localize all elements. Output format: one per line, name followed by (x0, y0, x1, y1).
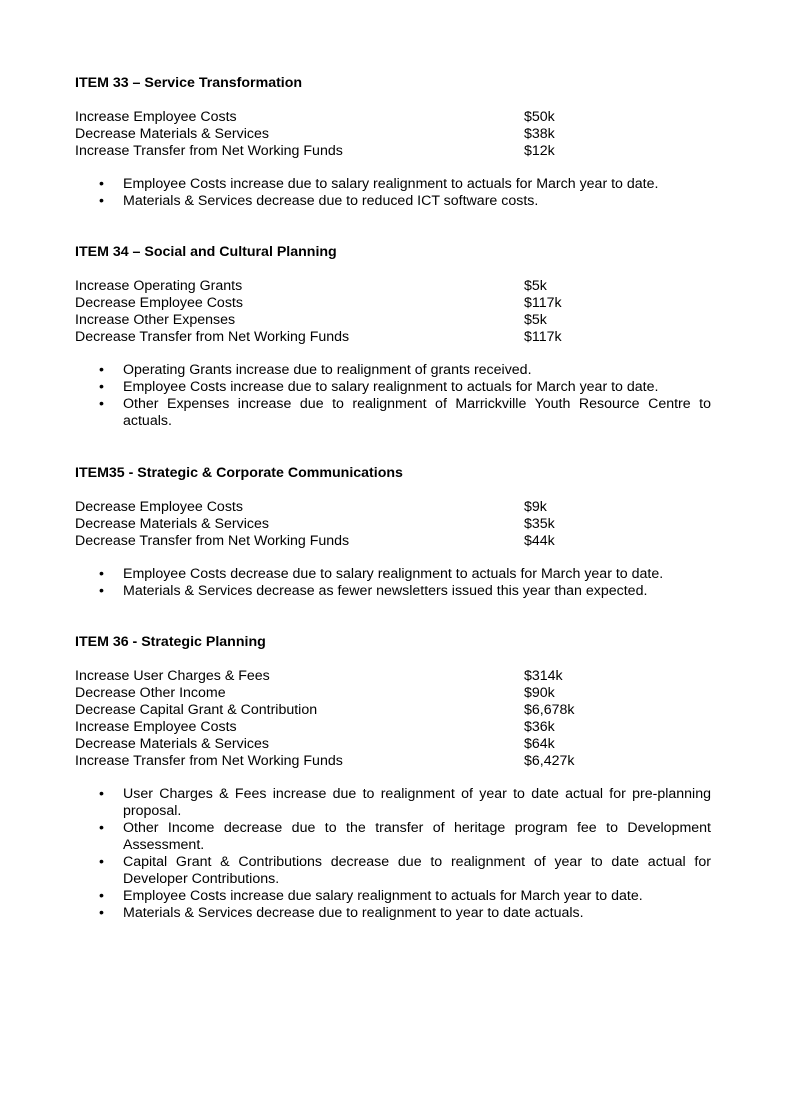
note-item (75, 176, 711, 193)
note-text: Employee Costs increase due to salary realignment to actuals for March year to date. (123, 379, 659, 395)
line-item (75, 702, 711, 719)
line-item (75, 516, 711, 533)
line-amount: $35k (524, 516, 555, 532)
section-item-36 (75, 634, 711, 922)
section-item-34 (75, 244, 711, 430)
note-item (75, 583, 711, 600)
section-heading: ITEM 33 – Service Transformation (75, 75, 303, 91)
line-item (75, 719, 711, 736)
section-heading: ITEM 34 – Social and Cultural Planning (75, 244, 337, 260)
line-amount: $44k (524, 533, 555, 549)
line-item (75, 736, 711, 753)
line-description: Decrease Capital Grant & Contribution (75, 702, 318, 718)
note-text: User Charges & Fees increase due to realignment of year to date actual for pre-planning proposal. (123, 786, 711, 819)
bullet-icon: • (99, 566, 104, 582)
section-item-35 (75, 465, 711, 600)
line-amount: $90k (524, 685, 555, 701)
note-item (75, 905, 711, 922)
line-amount: $38k (524, 126, 555, 142)
line-description: Increase Transfer from Net Working Funds (75, 143, 343, 159)
line-description: Decrease Materials & Services (75, 736, 269, 752)
section-item-33 (75, 75, 711, 210)
line-description: Decrease Transfer from Net Working Funds (75, 329, 350, 345)
line-description: Decrease Materials & Services (75, 126, 269, 142)
note-item (75, 854, 711, 888)
line-description: Increase User Charges & Fees (75, 668, 270, 684)
bullet-icon: • (99, 379, 104, 395)
line-item (75, 329, 711, 346)
line-item (75, 126, 711, 143)
note-text: Employee Costs decrease due to salary realignment to actuals for March year to date. (123, 566, 664, 582)
section-heading: ITEM35 - Strategic & Corporate Communications (75, 465, 403, 481)
note-item (75, 396, 711, 430)
line-amount: $6,678k (524, 702, 575, 718)
bullet-icon: • (99, 193, 104, 209)
note-text: Operating Grants increase due to realignment of grants received. (123, 362, 532, 378)
note-item (75, 888, 711, 905)
bullet-icon: • (99, 786, 104, 802)
note-item (75, 786, 711, 820)
notes-list (75, 786, 711, 922)
note-item (75, 566, 711, 583)
line-description: Decrease Materials & Services (75, 516, 269, 532)
line-item (75, 499, 711, 516)
line-item (75, 295, 711, 312)
note-text: Employee Costs increase due salary realignment to actuals for March year to date. (123, 888, 643, 904)
line-amount: $117k (524, 329, 562, 345)
note-item (75, 379, 711, 396)
line-item (75, 685, 711, 702)
bullet-icon: • (99, 820, 104, 836)
line-item (75, 143, 711, 160)
line-item (75, 312, 711, 329)
line-items (75, 499, 711, 550)
note-text: Capital Grant & Contributions decrease due to realignment of year to date actual for Developer Contributions. (123, 854, 711, 887)
line-description: Increase Transfer from Net Working Funds (75, 753, 343, 769)
note-text: Other Expenses increase due to realignment of Marrickville Youth Resource Centre to actuals. (123, 396, 711, 429)
line-amount: $5k (524, 278, 547, 294)
line-amount: $12k (524, 143, 555, 159)
line-item (75, 109, 711, 126)
line-description: Decrease Transfer from Net Working Funds (75, 533, 350, 549)
notes-list (75, 566, 711, 600)
line-amount: $36k (524, 719, 555, 735)
line-description: Increase Employee Costs (75, 719, 237, 735)
note-item (75, 193, 711, 210)
bullet-icon: • (99, 176, 104, 192)
note-text: Materials & Services decrease due to reduced ICT software costs. (123, 193, 539, 209)
bullet-icon: • (99, 905, 104, 921)
notes-list (75, 362, 711, 430)
notes-list (75, 176, 711, 210)
bullet-icon: • (99, 396, 104, 412)
line-amount: $314k (524, 668, 563, 684)
line-item (75, 753, 711, 770)
line-amount: $50k (524, 109, 555, 125)
line-item (75, 533, 711, 550)
line-description: Increase Operating Grants (75, 278, 243, 294)
line-description: Increase Employee Costs (75, 109, 237, 125)
note-text: Other Income decrease due to the transfer of heritage program fee to Development Assessment. (123, 820, 711, 853)
bullet-icon: • (99, 888, 104, 904)
line-description: Decrease Employee Costs (75, 499, 243, 515)
line-items (75, 668, 711, 770)
note-item (75, 820, 711, 854)
line-amount: $64k (524, 736, 555, 752)
line-items (75, 278, 711, 346)
note-text: Employee Costs increase due to salary realignment to actuals for March year to date. (123, 176, 659, 192)
line-description: Decrease Employee Costs (75, 295, 243, 311)
section-heading: ITEM 36 - Strategic Planning (75, 634, 266, 650)
line-item (75, 278, 711, 295)
line-item (75, 668, 711, 685)
line-items (75, 109, 711, 160)
bullet-icon: • (99, 362, 104, 378)
note-item (75, 362, 711, 379)
bullet-icon: • (99, 583, 104, 599)
note-text: Materials & Services decrease as fewer newsletters issued this year than expected. (123, 583, 648, 599)
line-amount: $9k (524, 499, 547, 515)
bullet-icon: • (99, 854, 104, 870)
line-description: Increase Other Expenses (75, 312, 236, 328)
line-amount: $5k (524, 312, 547, 328)
line-description: Decrease Other Income (75, 685, 226, 701)
line-amount: $117k (524, 295, 562, 311)
note-text: Materials & Services decrease due to realignment to year to date actuals. (123, 905, 584, 921)
line-amount: $6,427k (524, 753, 575, 769)
